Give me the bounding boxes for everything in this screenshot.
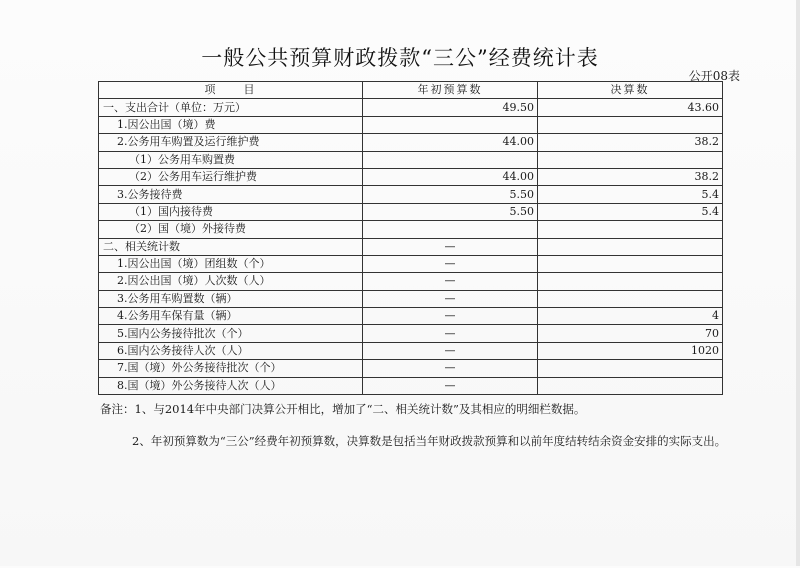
budget-cell: — [363,360,538,377]
row-label: 一、支出合计（单位：万元） [99,99,363,116]
note-2: 2、年初预算数为“三公”经费年初预算数，决算数是包括当年财政拨款预算和以前年度结转结余资金安排的实际支出。 [132,434,727,448]
table-row [99,134,723,151]
actual-cell: 70 [538,325,723,342]
table-row [99,325,723,342]
row-label: 1.因公出国（境）团组数（个） [99,255,363,272]
budget-cell: 44.00 [363,134,538,151]
table-row [99,360,723,377]
table-body [99,99,723,395]
header-item: 项 目 [99,82,363,99]
row-label: 3.公务用车购置数（辆） [99,290,363,307]
actual-cell [538,360,723,377]
table-row [99,116,723,133]
row-label: 8.国（境）外公务接待人次（人） [99,377,363,394]
budget-cell: — [363,325,538,342]
document-title: 一般公共预算财政拨款“三公”经费统计表 [201,46,599,70]
row-label: 4.公务用车保有量（辆） [99,308,363,325]
note-1: 备注：1、与2014年中央部门决算公开相比，增加了“二、相关统计数”及其相应的明细栏数据。 [100,402,586,416]
budget-cell: — [363,255,538,272]
actual-cell [538,290,723,307]
table-row [99,221,723,238]
row-label: 2.公务用车购置及运行维护费 [99,134,363,151]
row-label: （1）国内接待费 [99,203,363,220]
table-row [99,273,723,290]
row-label: 2.因公出国（境）人次数（人） [99,273,363,290]
actual-cell: 1020 [538,342,723,359]
row-label: （2）国（境）外接待费 [99,221,363,238]
actual-cell: 5.4 [538,186,723,203]
budget-cell [363,221,538,238]
official-stamp [566,550,657,568]
table-row [99,151,723,168]
actual-cell [538,151,723,168]
actual-cell [538,238,723,255]
row-label: 7.国（境）外公务接待批次（个） [99,360,363,377]
actual-cell [538,255,723,272]
budget-cell: 44.00 [363,168,538,185]
table-row [99,290,723,307]
table-row [99,308,723,325]
budget-cell: — [363,273,538,290]
actual-cell: 4 [538,308,723,325]
table-row [99,238,723,255]
table-row [99,203,723,220]
row-label: （1）公务用车购置费 [99,151,363,168]
actual-cell: 38.2 [538,134,723,151]
table-row [99,168,723,185]
budget-cell: — [363,290,538,307]
row-label: 1.因公出国（境）费 [99,116,363,133]
actual-cell [538,377,723,394]
actual-cell [538,221,723,238]
budget-cell [363,116,538,133]
row-label: 5.国内公务接待批次（个） [99,325,363,342]
actual-cell [538,116,723,133]
budget-cell: — [363,308,538,325]
table-row [99,255,723,272]
row-label: 二、相关统计数 [99,238,363,255]
actual-cell: 43.60 [538,99,723,116]
row-label: （2）公务用车运行维护费 [99,168,363,185]
budget-cell: 49.50 [363,99,538,116]
actual-cell: 38.2 [538,168,723,185]
header-budget: 年初预算数 [363,82,538,99]
table-row [99,99,723,116]
budget-cell [363,151,538,168]
row-label: 6.国内公务接待人次（人） [99,342,363,359]
budget-cell: — [363,342,538,359]
header-actual: 决算数 [538,82,723,99]
table-header-row [99,82,723,99]
row-label: 3.公务接待费 [99,186,363,203]
table-row [99,186,723,203]
budget-cell: 5.50 [363,203,538,220]
form-number: 公开08表 [688,69,740,83]
table-row [99,342,723,359]
expense-table [98,81,723,395]
scan-edge [796,0,800,566]
actual-cell: 5.4 [538,203,723,220]
actual-cell [538,273,723,290]
budget-cell: 5.50 [363,186,538,203]
budget-cell: — [363,377,538,394]
table-row [99,377,723,394]
budget-cell: — [363,238,538,255]
